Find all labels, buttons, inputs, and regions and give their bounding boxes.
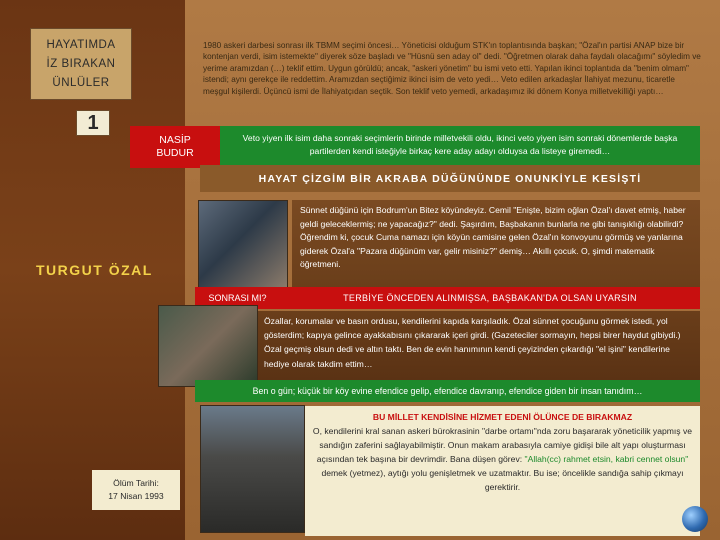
nasip-label: NASİP BUDUR <box>130 126 220 168</box>
millet-text-highlight: "Allah(cc) rahmet etsin, kabri cennet olsun" <box>524 454 689 464</box>
veto-text: Veto yiyen ilk isim daha sonraki seçimlerin birinde milletvekili oldu, ikinci veto yiyen isim sonraki dönemlerde başka partilerden kendi isteğiyle birkaç kere aday adayı olduysa da listeye giremedi… <box>220 126 700 168</box>
hayat-heading: HAYAT ÇİZGİM BİR AKRABA DÜĞÜNÜNDE ONUNKİYLE KESİŞTİ <box>200 165 700 192</box>
intro-text: 1980 askeri darbesi sonrası ilk TBMM seçimi öncesi… Yöneticisi olduğum STK'ın toplantısında başkan; "Özal'ın partisi ANAP bize bir kontenjan verdi, isim istemekte" diyerek söze başladı ve "Hüsnü sen aday ol" dedi. "Öğretmen olarak daha faydalı olacağımı" söyledim ve yerime aramızdan (…) teklif ettim. Uygun görüldü; ancak, "askeri yönetim" bu ismi veto etti. Yapılan ikinci toplantıda da "benim olmam" istendi; aynı gerekçe ile reddettim. Aramızdan seçtiğimiz ikinci isim de veto yedi… Veto edilen arkadaşlar İlahiyat mezunu, ticaretle meşgul kişilerdi. Üçüncü ismi de İlahiyatçıdan seçtik. Son teklif veto yemedi, arkadaşımız iki dönem Konya milletvekilliği yaptı… <box>203 41 701 96</box>
globe-icon[interactable] <box>682 506 708 532</box>
slide-number: 1 <box>76 110 110 136</box>
photo-ozal-portrait <box>198 200 288 288</box>
sunnet-text: Sünnet düğünü için Bodrum'un Bitez köyündeyiz. Cemil "Enişte, bizim oğlan Özal'ı davet etmiş, haber geldi geleceklermiş; ne yapacağız?" dedi. Şaşırdım, Başbakanın bunlarla ne gibi tanışıklığı olabilirdi? Öğrendim ki, çocuk Cuma namazı için köyün camisine gelen Özal'ın konvoyunu görmüş ve yanlarına giderek Özal'a "Pazara düğünüm var, gelir misiniz?" demiş… Akıllı çocuk. O, şimdi matematik öğretmeni. <box>292 200 700 290</box>
person-name: TURGUT ÖZAL <box>36 262 153 278</box>
terbiye-label: TERBİYE ÖNCEDEN ALINMIŞSA, BAŞBAKAN'DA OLSAN UYARSIN <box>280 287 700 309</box>
death-date: Ölüm Tarihi: 17 Nisan 1993 <box>92 470 180 510</box>
millet-box <box>305 406 700 536</box>
ozallar-text: Özallar, korumalar ve basın ordusu, kendilerini kapıda karşıladık. Özal sünnet çocuğunu görmek istedi, yol gösterdim; kapıya gelince ayakkabısını çıkararak içeri girdi. (Gazeteciler sormayın, hepsi birer haydut gibiydi.) Özal geçmiş olsun dedi ve altın taktı. Ben de evin hanımının kendi çeyizinden çıkardığı "el işini" kendilerine hediye olarak takdim ettim… <box>258 311 700 381</box>
millet-text-part1: O, kendilerini kral sanan askeri bürokrasinin "darbe ortamı"nda zoru başararak yöneticilik yapmış ve sandığın zaferini sağlayabilmiştir. Onun makam arabasıyla camiye gidişi bile alt yapı oluşturması açısından tek başına bir devrimdir. Bana düşen görev: <box>312 426 693 464</box>
ben-text: Ben o gün; küçük bir köy evine efendice gelip, efendice davranıp, efendice giden bir insan tanıdım… <box>195 380 700 402</box>
millet-title: BU MİLLET KENDİSİNE HİZMET EDENİ ÖLÜNCE DE BIRAKMAZ <box>372 412 633 422</box>
page-title: HAYATIMDA İZ BIRAKAN ÜNLÜLER <box>30 28 132 100</box>
photo-ozal-village <box>158 305 258 387</box>
photo-funeral-crowd <box>200 405 305 533</box>
sonrasi-label: SONRASI MI? <box>195 287 280 309</box>
millet-text-part2: demek (yetmez), aytığı yolu genişletmek ve uzatmaktır. Bu ise; öncelikle sandığa sahip çıkmayı gerektirir. <box>321 468 684 492</box>
